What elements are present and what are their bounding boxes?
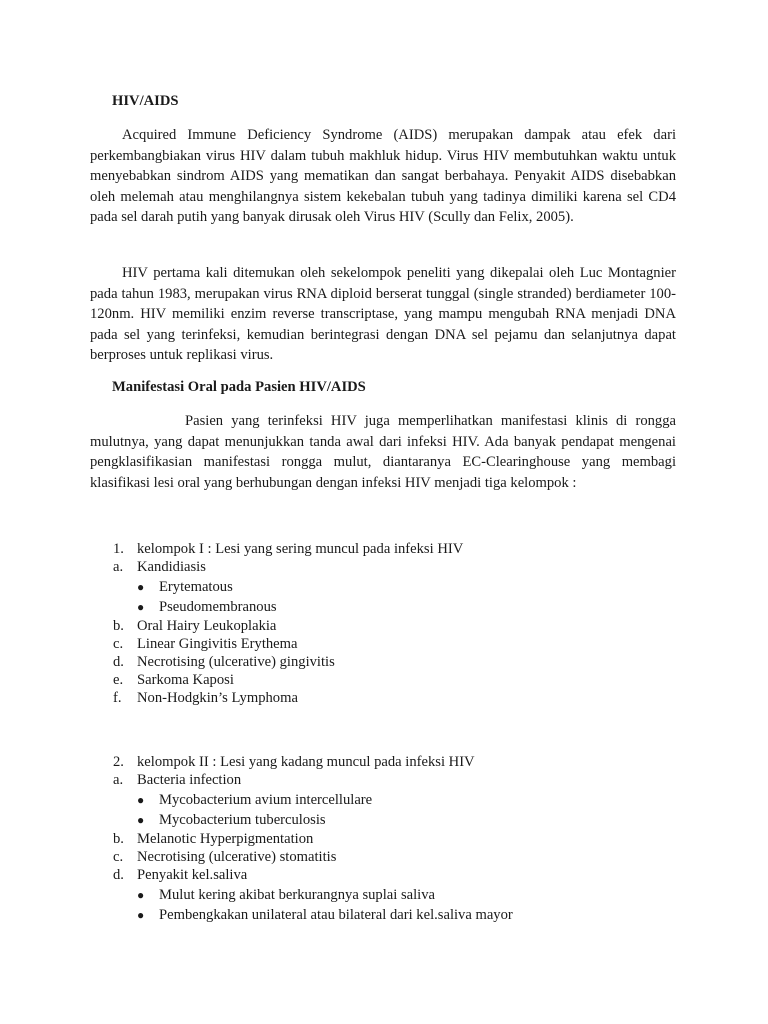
list-item-text: Oral Hairy Leukoplakia xyxy=(137,618,277,634)
list-item-mark: a. xyxy=(113,772,124,788)
list-item-text: Sarkoma Kaposi xyxy=(137,672,234,688)
list-item-text: Kandidiasis xyxy=(137,559,206,575)
list-item-text: Non-Hodgkin’s Lymphoma xyxy=(137,690,298,706)
bullet-icon: ● xyxy=(137,793,145,807)
list-item-mark: f. xyxy=(113,690,122,706)
list-item-text: Melanotic Hyperpigmentation xyxy=(137,831,314,847)
list-item-mark: c. xyxy=(113,636,124,652)
list-item-mark: d. xyxy=(113,654,124,670)
list-item-text: Necrotising (ulcerative) stomatitis xyxy=(137,849,337,865)
paragraph-hiv-discovery: HIV pertama kali ditemukan oleh sekelompok peneliti yang dikepalai oleh Luc Montagnier pada tahun 1983, merupakan virus RNA diploid berserat tunggal (single stranded) berdiameter 100-120nm. HIV memiliki enzim reverse transcriptase, yang mampu mengubah RNA menjadi DNA pada sel yang terinfeksi, kemudian berintegrasi dengan DNA sel pejamu dan selanjutnya dapat berproses untuk replikasi virus. xyxy=(90,265,676,364)
list-item-mark: c. xyxy=(113,849,124,865)
bullet-icon: ● xyxy=(137,908,145,922)
sub-list-item-text: Pseudomembranous xyxy=(159,599,277,615)
list-item-text: Linear Gingivitis Erythema xyxy=(137,636,298,652)
list-item-mark: a. xyxy=(113,559,124,575)
sub-list-item-text: Erytematous xyxy=(159,579,233,595)
list-item-text: Bacteria infection xyxy=(137,772,242,788)
list-item-mark: d. xyxy=(113,867,124,883)
list-item-text: Necrotising (ulcerative) gingivitis xyxy=(137,654,335,670)
paragraph-aids-definition: Acquired Immune Deficiency Syndrome (AIDS) merupakan dampak atau efek dari perkembangbiakan virus HIV dalam tubuh makhluk hidup. Virus HIV membutuhkan waktu untuk menyebabkan sindrom AIDS yang mematikan dan sangat berbahaya. Penyakit AIDS disebabkan oleh melemah atau menghilangnya sistem kekebalan tubuh yang tadinya dimiliki karena sel CD4 pada sel darah putih yang banyak dirusak oleh Virus HIV (Scully dan Felix, 2005). xyxy=(90,127,676,226)
group-1-number: 1. xyxy=(113,541,124,557)
list-item-mark: b. xyxy=(113,618,124,634)
bullet-icon: ● xyxy=(137,580,145,594)
bullet-icon: ● xyxy=(137,600,145,614)
list-item-text: Penyakit kel.saliva xyxy=(137,867,248,883)
sub-list-item-text: Mycobacterium tuberculosis xyxy=(159,812,326,828)
document-title: HIV/AIDS xyxy=(112,93,179,109)
list-item-mark: b. xyxy=(113,831,124,847)
sub-list-item-text: Mycobacterium avium intercellulare xyxy=(159,792,373,808)
group-1-label: kelompok I : Lesi yang sering muncul pada infeksi HIV xyxy=(137,541,464,557)
section-title: Manifestasi Oral pada Pasien HIV/AIDS xyxy=(112,379,366,395)
list-item-mark: e. xyxy=(113,672,124,688)
sub-list-item-text: Mulut kering akibat berkurangnya suplai saliva xyxy=(159,887,435,903)
bullet-icon: ● xyxy=(137,888,145,902)
group-2-label: kelompok II : Lesi yang kadang muncul pada infeksi HIV xyxy=(137,754,475,770)
bullet-icon: ● xyxy=(137,813,145,827)
paragraph-oral-manifestation: Pasien yang terinfeksi HIV juga memperlihatkan manifestasi klinis di rongga mulutnya, yang dapat menunjukkan tanda awal dari infeksi HIV. Ada banyak pendapat mengenai pengklasifikasian manifestasi rongga mulut, diantaranya EC-Clearinghouse yang membagi klasifikasi lesi oral yang berhubungan dengan infeksi HIV menjadi tiga kelompok : xyxy=(90,413,676,491)
sub-list-item-text: Pembengkakan unilateral atau bilateral dari kel.saliva mayor xyxy=(159,907,513,923)
group-2-number: 2. xyxy=(113,754,124,770)
